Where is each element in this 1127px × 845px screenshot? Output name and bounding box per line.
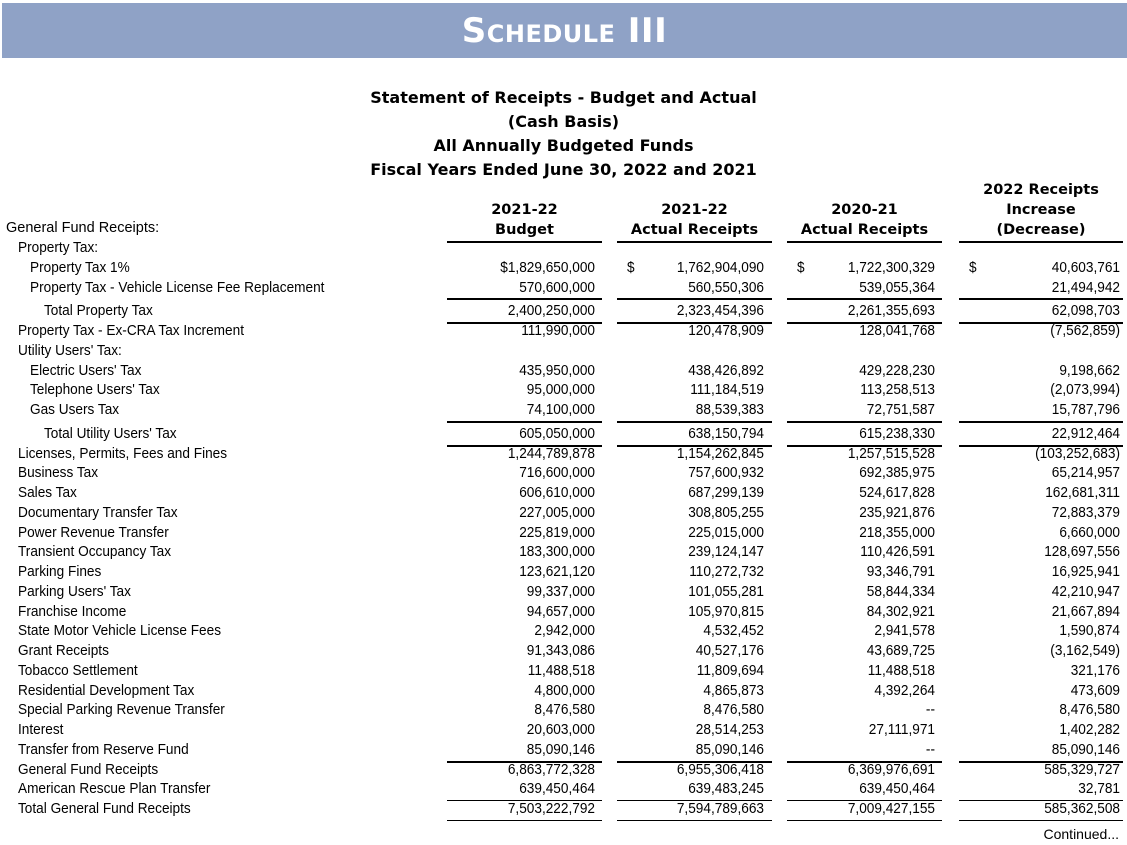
- column-header-line2: 2021-22: [661, 202, 728, 218]
- row-value: 639,483,245: [688, 781, 765, 798]
- row-label: Business Tax: [17, 465, 99, 482]
- table-row: [0, 761, 1120, 782]
- table-row: [0, 362, 1120, 383]
- row-value: 225,015,000: [688, 524, 765, 541]
- row-value: 1,402,282: [1059, 722, 1120, 738]
- row-value: 20,603,000: [526, 722, 596, 738]
- row-label: Electric Users' Tax: [29, 362, 142, 379]
- table-row: [0, 240, 1059, 260]
- table-row: [0, 504, 1120, 525]
- section-label: General Fund Receipts:: [6, 220, 160, 236]
- table-row: [0, 682, 1120, 703]
- schedule-title: Schedule III: [461, 10, 668, 51]
- row-value: --: [925, 702, 936, 719]
- row-value: --: [925, 741, 936, 758]
- statement-titles: [0, 86, 1127, 182]
- column-header-actual-2021: [787, 180, 942, 243]
- row-label: Property Tax - Vehicle License Fee Replacement: [29, 279, 325, 296]
- row-value: 16,925,941: [1051, 564, 1120, 580]
- row-value: 72,751,587: [866, 402, 936, 418]
- row-value: 4,800,000: [534, 682, 596, 699]
- row-value: 27,111,971: [868, 722, 936, 738]
- row-value: 110,426,591: [860, 544, 936, 561]
- table-row: [0, 343, 1059, 363]
- row-label: Gas Users Tax: [29, 402, 120, 418]
- row-value: 9,198,662: [1059, 362, 1120, 379]
- table-row: [0, 662, 1120, 683]
- row-label: Power Revenue Transfer: [17, 524, 169, 541]
- row-label: Interest: [17, 722, 64, 738]
- row-value: $1,829,650,000: [500, 259, 596, 276]
- row-value: 7,503,222,792: [507, 801, 596, 817]
- row-label: Property Tax 1%: [29, 259, 130, 276]
- row-value: 1,257,515,528: [847, 445, 936, 462]
- row-value: 539,055,364: [859, 279, 936, 296]
- row-value: 40,527,176: [695, 643, 765, 659]
- row-value: 65,214,957: [1051, 465, 1120, 482]
- row-value: 111,184,519: [690, 382, 765, 399]
- row-value: 524,617,828: [859, 485, 936, 501]
- row-value: 2,400,250,000: [507, 303, 596, 320]
- row-value: 1,590,874: [1059, 623, 1120, 640]
- table-row: [0, 781, 1120, 801]
- row-value: 639,450,464: [859, 781, 936, 798]
- row-value: 8,476,580: [534, 702, 596, 719]
- row-label: Franchise Income: [17, 603, 127, 620]
- table-row: [0, 279, 1120, 300]
- table-row: [0, 445, 1120, 466]
- underline-rule: [617, 820, 772, 821]
- table-row: [0, 402, 1120, 422]
- table-row: [0, 465, 1120, 485]
- underline-rule: [787, 820, 942, 821]
- row-value: 473,609: [1070, 682, 1120, 699]
- row-value: 606,610,000: [519, 485, 596, 501]
- underline-rule: [959, 421, 1123, 423]
- row-value: 94,657,000: [526, 603, 596, 620]
- column-header-line1: 2022 Receipts: [983, 182, 1099, 198]
- row-value: 113,258,513: [860, 382, 936, 399]
- row-value: 8,476,580: [703, 702, 765, 719]
- row-value: 162,681,311: [1045, 485, 1120, 501]
- row-value: 2,942,000: [534, 623, 596, 640]
- row-value: (103,252,683): [1035, 445, 1120, 462]
- row-value: 6,369,976,691: [847, 761, 936, 778]
- row-value: 605,050,000: [519, 425, 596, 442]
- row-value: 128,041,768: [859, 323, 936, 339]
- row-value: 62,098,703: [1051, 303, 1120, 320]
- row-value: 95,000,000: [526, 382, 596, 399]
- column-header-actual-2022: [617, 180, 772, 243]
- row-value: 218,355,000: [859, 524, 936, 541]
- row-label: Licenses, Permits, Fees and Fines: [17, 445, 228, 462]
- column-header-line3: Budget: [495, 222, 554, 238]
- table-row: [0, 722, 1120, 742]
- row-label: Property Tax - Ex-CRA Tax Increment: [17, 323, 244, 339]
- underline-rule: [959, 820, 1123, 821]
- row-value: 639,450,464: [519, 781, 596, 798]
- underline-rule: [617, 421, 772, 423]
- table-row: [0, 643, 1120, 663]
- row-label: Special Parking Revenue Transfer: [17, 702, 225, 719]
- row-value: 105,970,815: [688, 603, 765, 620]
- row-value: 42,210,947: [1051, 583, 1120, 600]
- continued-note: Continued...: [1043, 826, 1119, 842]
- row-label: Residential Development Tax: [17, 682, 195, 699]
- row-value: 7,594,789,663: [676, 801, 765, 817]
- row-label: Transient Occupancy Tax: [17, 544, 172, 561]
- underline-rule: [787, 421, 942, 423]
- row-value: 11,488,518: [527, 662, 596, 679]
- column-header-budget: [447, 180, 602, 243]
- column-header-line2: Increase: [1006, 202, 1076, 218]
- row-value: 40,603,761: [1051, 259, 1120, 276]
- table-row: [0, 564, 1120, 584]
- row-value: 123,621,120: [519, 564, 596, 580]
- row-value: 22,912,464: [1051, 425, 1120, 442]
- row-value: 4,532,452: [703, 623, 765, 640]
- statement-funds: All Annually Budgeted Funds: [433, 136, 694, 155]
- column-header-line3: Actual Receipts: [800, 222, 929, 238]
- row-value: 570,600,000: [519, 279, 596, 296]
- table-row: [0, 741, 1120, 762]
- row-label: Total Property Tax: [43, 303, 153, 320]
- table-row: [0, 323, 1120, 343]
- row-label: Transfer from Reserve Fund: [17, 741, 189, 758]
- row-value: 11,809,694: [696, 662, 765, 679]
- table-row: [0, 259, 1120, 280]
- underline-rule: [787, 298, 942, 300]
- row-label: Total General Fund Receipts: [17, 801, 191, 817]
- row-label: Parking Users' Tax: [17, 583, 131, 600]
- row-value: 1,154,262,845: [676, 445, 765, 462]
- row-value: (7,562,859): [1050, 323, 1120, 339]
- row-value: 183,300,000: [519, 544, 596, 561]
- row-value: 28,514,253: [695, 722, 765, 738]
- table-row: [0, 603, 1120, 624]
- row-value: 6,863,772,328: [507, 761, 596, 778]
- underline-rule: [447, 298, 602, 300]
- statement-basis: (Cash Basis): [507, 112, 620, 131]
- table-row: [0, 583, 1120, 604]
- row-label: Telephone Users' Tax: [29, 382, 160, 399]
- row-value: 43,689,725: [866, 643, 936, 659]
- row-value: 2,323,454,396: [676, 303, 765, 320]
- row-label: Utility Users' Tax:: [17, 342, 122, 359]
- row-value: (3,162,549): [1050, 643, 1120, 659]
- column-header-line1: [617, 180, 772, 200]
- row-value: 429,228,230: [859, 362, 936, 379]
- row-value: 88,539,383: [695, 402, 765, 418]
- row-label: American Rescue Plan Transfer: [17, 781, 211, 798]
- row-value: 110,272,732: [689, 564, 765, 580]
- row-value: 757,600,932: [688, 465, 765, 482]
- column-header-line3: Actual Receipts: [630, 222, 759, 238]
- row-value: 4,392,264: [874, 682, 936, 699]
- table-row: [0, 702, 1120, 722]
- row-value: 101,055,281: [688, 583, 765, 600]
- row-value: 435,950,000: [519, 362, 596, 379]
- column-header-line2: 2020-21: [831, 202, 898, 218]
- row-value: 128,697,556: [1044, 544, 1120, 561]
- row-value: 84,302,921: [866, 603, 936, 620]
- underline-rule: [617, 298, 772, 300]
- row-value: 560,550,306: [688, 279, 765, 296]
- row-value: 225,819,000: [519, 524, 596, 541]
- column-header-line1: [447, 180, 602, 200]
- dollar-sign: $: [968, 259, 977, 276]
- row-value: 85,090,146: [1051, 741, 1120, 758]
- statement-title: Statement of Receipts - Budget and Actual: [370, 88, 757, 107]
- row-value: 716,600,000: [519, 465, 596, 482]
- row-value: 2,261,355,693: [847, 303, 936, 320]
- underline-rule: [447, 421, 602, 423]
- column-header-line3: (Decrease): [996, 222, 1086, 238]
- row-value: 638,150,794: [688, 425, 765, 442]
- row-value: 308,805,255: [688, 504, 765, 521]
- row-value: 93,346,791: [866, 564, 936, 580]
- row-value: 615,238,330: [859, 425, 936, 442]
- row-value: 1,722,300,329: [847, 259, 936, 276]
- row-value: 438,426,892: [688, 362, 765, 379]
- row-value: 7,009,427,155: [847, 801, 936, 817]
- underline-rule: [959, 298, 1123, 300]
- row-value: 21,667,894: [1051, 603, 1120, 620]
- schedule-banner: [2, 3, 1127, 58]
- row-value: 91,343,086: [526, 643, 596, 659]
- column-header-line1: [787, 180, 942, 200]
- row-value: 6,660,000: [1059, 524, 1120, 541]
- row-value: 11,488,518: [867, 662, 936, 679]
- statement-period: Fiscal Years Ended June 30, 2022 and 2021: [370, 160, 757, 179]
- table-row: [0, 382, 1120, 402]
- row-value: 85,090,146: [695, 741, 765, 758]
- row-value: 227,005,000: [519, 504, 596, 521]
- row-label: General Fund Receipts: [17, 761, 159, 778]
- row-label: State Motor Vehicle License Fees: [17, 623, 222, 640]
- row-label: Property Tax:: [17, 240, 99, 256]
- row-value: 85,090,146: [526, 741, 596, 758]
- row-label: Total Utility Users' Tax: [43, 425, 177, 442]
- row-value: 1,762,904,090: [676, 259, 765, 276]
- column-header-line2: 2021-22: [491, 202, 558, 218]
- row-value: 321,176: [1070, 662, 1120, 679]
- table-row: [0, 425, 1120, 446]
- row-value: 687,299,139: [688, 485, 765, 501]
- row-value: 692,385,975: [859, 465, 936, 482]
- table-row: [0, 485, 1120, 505]
- row-value: 2,941,578: [874, 623, 936, 640]
- row-label: Tobacco Settlement: [17, 662, 138, 679]
- underline-rule: [447, 820, 602, 821]
- row-value: 74,100,000: [526, 402, 596, 418]
- row-value: (2,073,994): [1050, 382, 1120, 399]
- row-value: 6,955,306,418: [676, 761, 765, 778]
- row-value: 58,844,334: [866, 583, 936, 600]
- row-label: Grant Receipts: [17, 643, 109, 659]
- table-row: [0, 801, 1120, 821]
- row-value: 585,329,727: [1044, 761, 1120, 778]
- row-value: 32,781: [1078, 781, 1120, 798]
- row-value: 120,478,909: [688, 323, 765, 339]
- row-value: 235,921,876: [859, 504, 936, 521]
- row-value: 1,244,789,878: [507, 445, 596, 462]
- row-value: 21,494,942: [1051, 279, 1120, 296]
- row-value: 4,865,873: [703, 682, 765, 699]
- row-label: Documentary Transfer Tax: [17, 504, 178, 521]
- row-value: 99,337,000: [526, 583, 596, 600]
- row-value: 111,990,000: [521, 323, 596, 339]
- table-row: [0, 623, 1120, 643]
- row-label: Sales Tax: [17, 485, 77, 501]
- row-value: 585,362,508: [1044, 801, 1120, 817]
- table-row: [0, 303, 1120, 323]
- row-label: Parking Fines: [17, 564, 102, 580]
- row-value: 239,124,147: [688, 544, 765, 561]
- row-value: 8,476,580: [1059, 702, 1120, 719]
- table-row: [0, 524, 1120, 545]
- dollar-sign: $: [626, 259, 635, 276]
- table-row: [0, 544, 1120, 564]
- row-value: 15,787,796: [1051, 402, 1120, 418]
- row-value: 72,883,379: [1051, 504, 1120, 521]
- dollar-sign: $: [796, 259, 805, 276]
- column-header-increase: [959, 180, 1123, 243]
